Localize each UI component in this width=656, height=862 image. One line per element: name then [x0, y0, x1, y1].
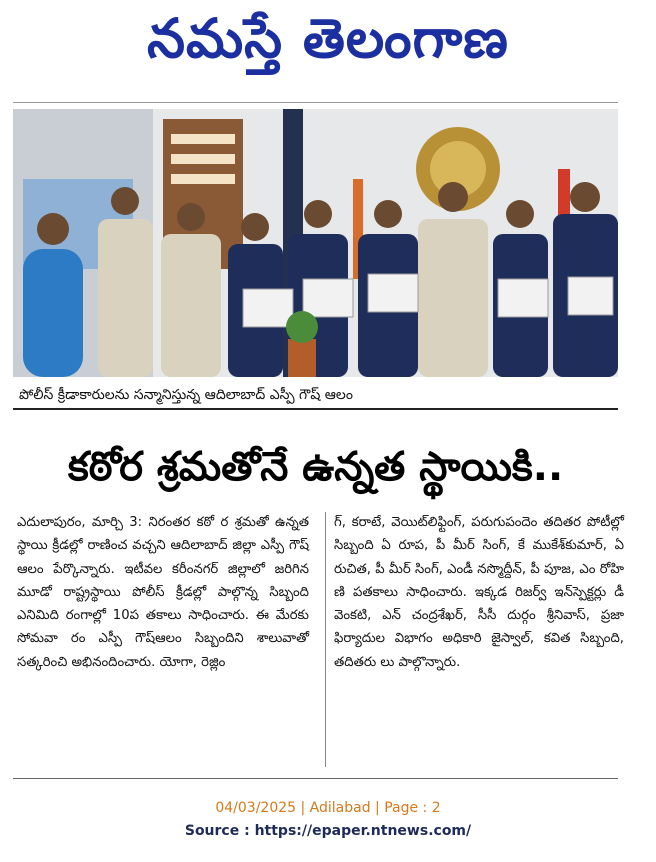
newspaper-masthead	[0, 0, 656, 86]
footer-source: Source : https://epaper.ntnews.com/	[184, 823, 472, 839]
masthead-title: నమస్తే తెలంగాణ	[147, 7, 509, 70]
article-headline: కఠోర శ్రమతోనే ఉన్నత స్థాయికి..	[67, 444, 564, 490]
news-photo	[13, 109, 618, 377]
top-divider	[13, 102, 618, 103]
article-column-2: గ్, కరాటే, వెయిట్‌లిఫ్టింగ్, పరుగుపందెం తదితర పోటీల్లో సిబ్బంది ఏ రూప, పీ మీర్ సింగ్, కే ముకేశ్‌కుమార్, ఏ రుచిత, పీ మీర్ సింగ్, ఎండీ నస్మొద్దీన్, పీ పూజ, ఎం రోహి ణి పతకాలు సాధించారు. ఇక్కడ రిజర్వ్ ఇన్‌స్పెక్టర్లు డీ వెంకటి, ఎన్ చంద్రశేఖర్, సీసీ దుర్గం శ్రీనివాస్, ప్రజా ఫిర్యాదుల విభాగం అధికారి జైస్వాల్, కవిత సిబ్బంది, తదితరు లు పాల్గొన్నారు.	[334, 515, 624, 670]
column-divider	[325, 512, 326, 767]
footer-meta: 04/03/2025 | Adilabad | Page : 2	[215, 800, 441, 816]
news-photo-illustration	[13, 109, 618, 377]
caption-divider	[13, 408, 618, 410]
photo-caption: పోలీస్ క్రీడాకారులను సన్మానిస్తున్న ఆదిలాబాద్ ఎస్పీ గౌష్ ఆలం	[19, 387, 353, 403]
footer-divider	[13, 778, 618, 779]
article-column-1: ఎదులాపురం, మార్చి 3: నిరంతర కఠో ర శ్రమతో ఉన్నత స్థాయి క్రీడల్లో రాణించ వచ్చని ఆదిలాబాద్ జిల్లా ఎస్పీ గౌష్ ఆలం పేర్కొన్నారు. ఇటీవల కరీంనగర్ జిల్లాలో జరిగిన మూడో రాష్ట్రస్థాయి పోలీస్ క్రీడల్లో పాల్గొన్న సిబ్బంది ఎనిమిది రంగాల్లో 10ప తకాలు సాధించారు. ఈ మేరకు సోమవా రం ఎస్పీ గౌష్ఆలం సిబ్బందిని శాలువాతో సత్కరించి అభినందించారు. యోగా, రెజ్లిం	[17, 515, 309, 670]
